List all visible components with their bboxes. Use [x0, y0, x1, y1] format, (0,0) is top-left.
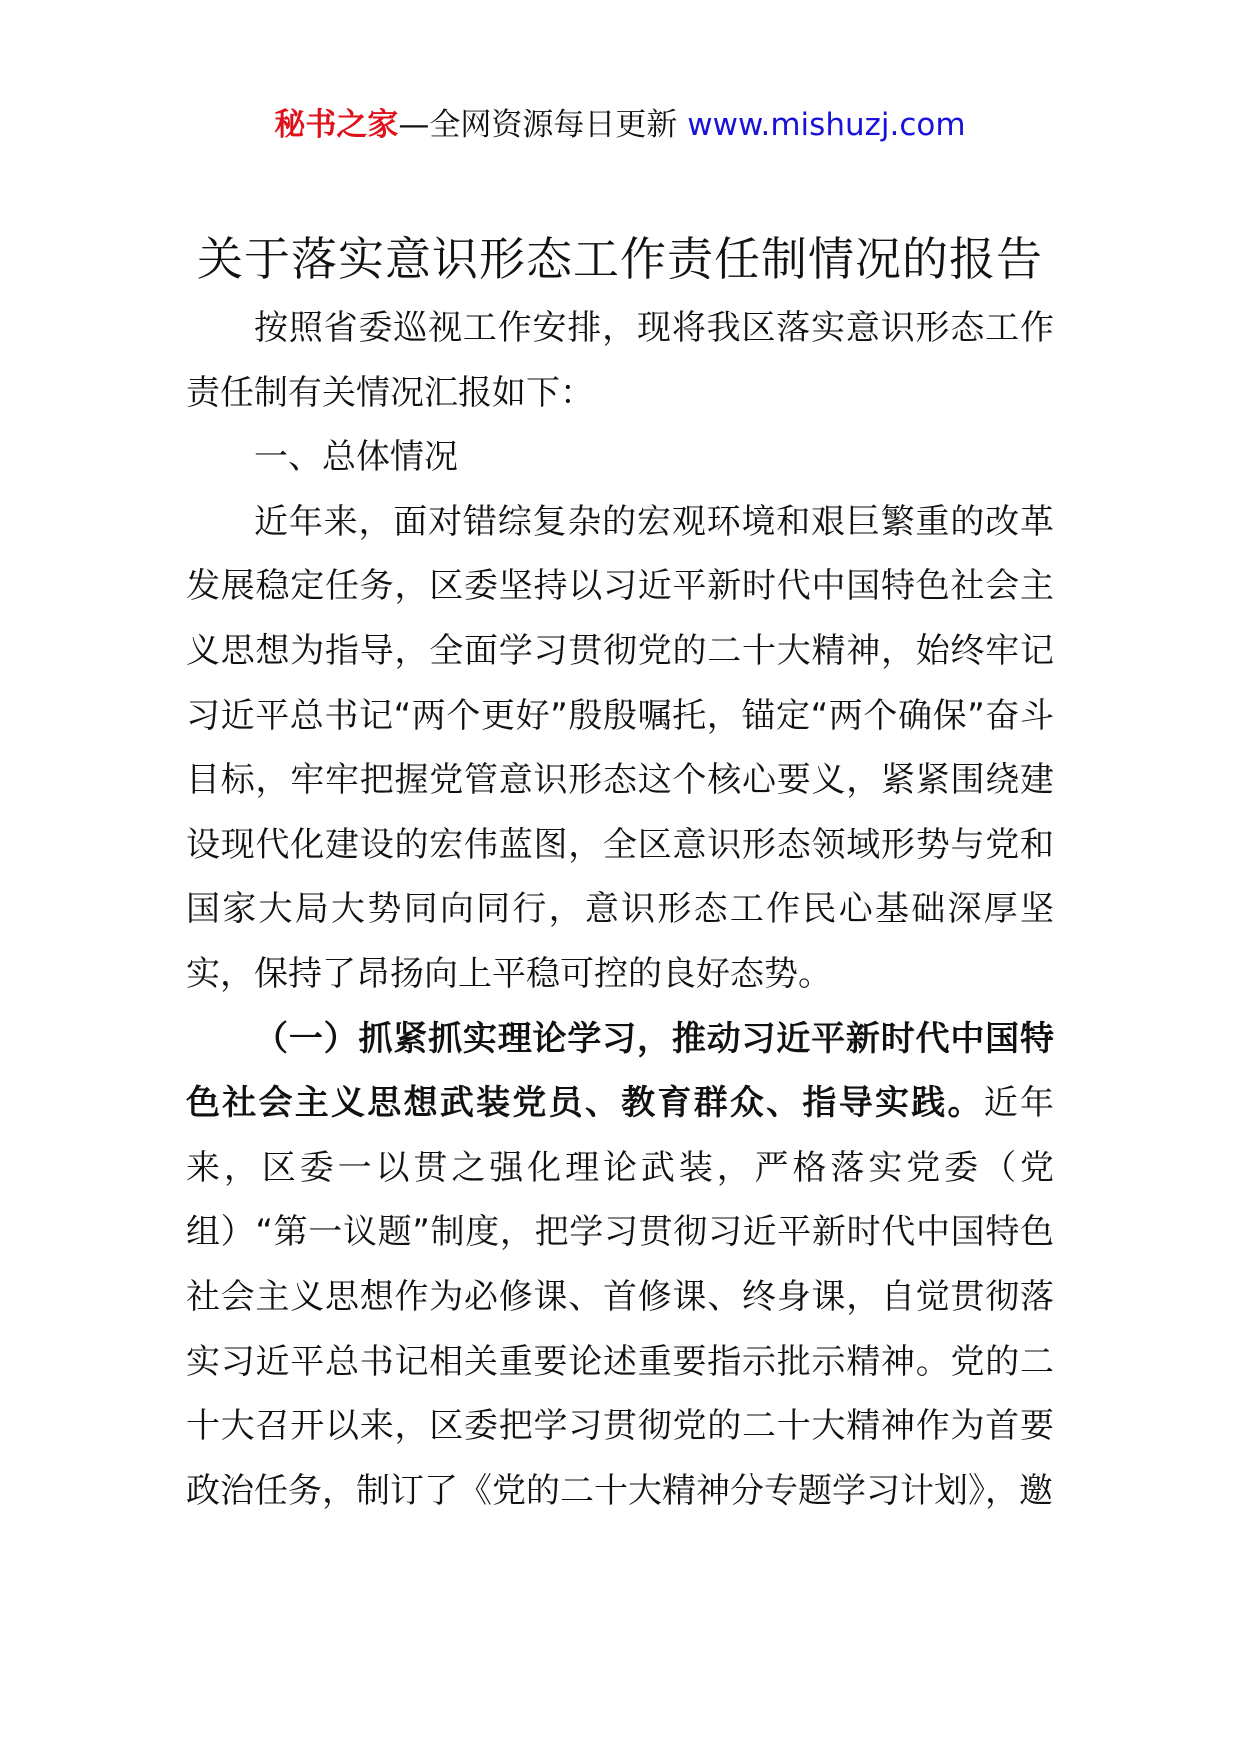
watermark-tagline: —全网资源每日更新: [398, 107, 678, 143]
watermark-url[interactable]: www.mishuzj.com: [687, 107, 966, 143]
subsection-paragraph: [186, 1007, 1054, 1524]
document-body: [186, 296, 1054, 1523]
subsection-text: 近年来，区委一以贯之强化理论武装，严格落实党委（党组）“第一议题”制度，把学习贯彻习近平新时代中国特色社会主义思想作为必修课、首修课、终身课，自觉贯彻落实习近平总书记相关重要论述重要指示批示精神。党的二十大召开以来，区委把学习贯彻党的二十大精神作为首要政治任务，制订了《党的二十大精神分专题学习计划》，邀: [186, 1083, 1055, 1511]
intro-paragraph: 按照省委巡视工作安排，现将我区落实意识形态工作责任制有关情况汇报如下：: [186, 308, 1054, 413]
section-heading: 一、总体情况: [254, 437, 458, 478]
watermark-brand: 秘书之家: [274, 107, 399, 143]
document-title: 关于落实意识形态工作责任制情况的报告: [197, 231, 1043, 286]
section-paragraph: 近年来，面对错综复杂的宏观环境和艰巨繁重的改革发展稳定任务，区委坚持以习近平新时代中国特色社会主义思想为指导，全面学习贯彻党的二十大精神，始终牢记习近平总书记“两个更好”殷殷嘱托，锚定“两个确保”奋斗目标，牢牢把握党管意识形态这个核心要义，紧紧围绕建设现代化建设的宏伟蓝图，全区意识形态领域形势与党和国家大局大势同向同行，意识形态工作民心基础深厚坚实，保持了昂扬向上平稳可控的良好态势。: [186, 501, 1054, 994]
subsection-heading: （一）抓紧抓实理论学习，推动习近平新时代中国特色社会主义思想武装党员、教育群众、指导实践。: [186, 1018, 1054, 1124]
watermark-header: [0, 100, 1240, 150]
